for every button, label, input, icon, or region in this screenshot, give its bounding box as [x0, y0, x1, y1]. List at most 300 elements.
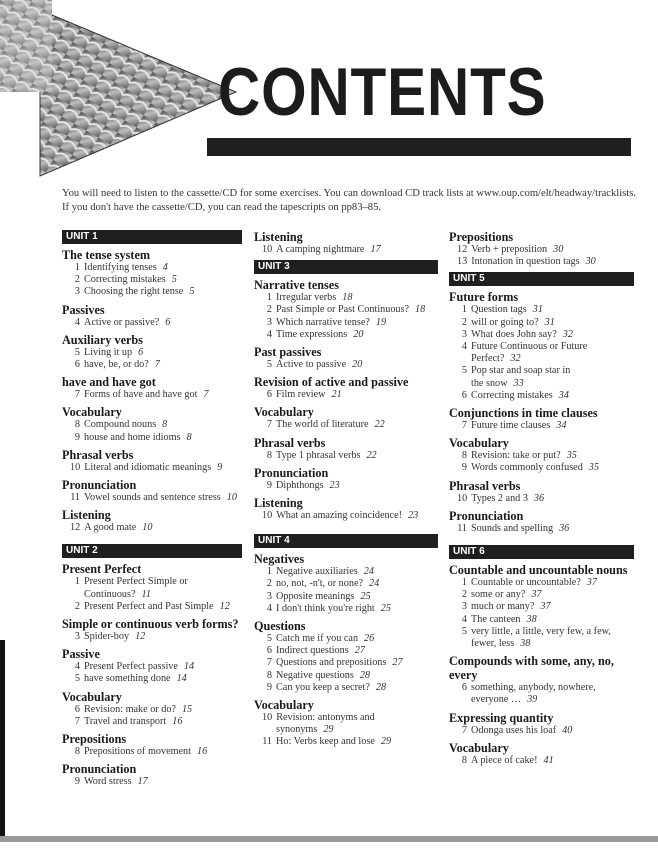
section-title: Prepositions [449, 230, 514, 244]
entry-number: 1 [461, 577, 467, 589]
toc-entry [254, 682, 438, 694]
entry-text: will or going to? [471, 316, 539, 328]
entry-text: A piece of cake! [471, 754, 538, 766]
entry-number: 7 [266, 419, 272, 431]
entry-number: 1 [266, 292, 272, 304]
entry-page-number: 18 [342, 292, 353, 304]
toc-section [254, 436, 438, 462]
toc-section [62, 303, 242, 329]
entry-text-continued: Continuous? 11 [84, 588, 151, 600]
entry-text: Correcting mistakes [84, 274, 166, 286]
toc-entry [449, 523, 634, 535]
entry-page-number: 39 [527, 694, 538, 706]
entry-page-number: 18 [415, 304, 426, 316]
entry-text: Future time clauses [471, 420, 551, 432]
intro-line-1: You will need to listen to the cassette/CD for some exercises. You can download CD track lists at www.oup.com/elt/headway/tracklists. [62, 188, 637, 199]
entry-page-number: 38 [520, 638, 531, 650]
entry-number: 8 [266, 669, 272, 681]
unit-3-block [254, 260, 438, 522]
entry-page-number: 35 [588, 462, 599, 474]
toc-section [62, 508, 242, 534]
unit-2-block [62, 544, 242, 788]
entry-text: A good mate [84, 522, 137, 534]
entry-page-number: 8 [186, 431, 192, 443]
entry-page-number: 25 [380, 602, 391, 614]
toc-entry [62, 317, 242, 329]
entry-page-number: 26 [364, 633, 375, 645]
entry-text: Literal and idiomatic meanings [84, 461, 212, 473]
toc-section [62, 690, 242, 728]
toc-section [62, 647, 242, 685]
entry-page-number: 8 [162, 419, 168, 431]
entry-text: Countable or uncountable? [471, 577, 581, 589]
entry-text: have something done [84, 673, 171, 685]
entry-page-number: 17 [370, 244, 381, 255]
entry-text: Negative questions [276, 669, 354, 681]
toc-entry [449, 390, 634, 402]
entry-page-number: 5 [189, 286, 195, 298]
entry-page-number: 31 [532, 304, 543, 316]
toc-entry [449, 462, 634, 474]
toc-entry [254, 317, 438, 329]
entry-page-number: 40 [562, 724, 573, 736]
toc-entry [254, 633, 438, 645]
entry-page-number: 12 [219, 600, 230, 612]
section-title: Listening [254, 496, 303, 511]
toc-section [62, 248, 242, 299]
entry-number: 2 [266, 304, 272, 316]
entry-text: Past Simple or Past Continuous? [276, 304, 410, 316]
entry-text: something, anybody, nowhere, [471, 682, 596, 694]
column-2 [254, 230, 438, 753]
entry-text: Opposite meanings [276, 590, 355, 602]
entry-page-number: 32 [562, 328, 573, 340]
toc-entry [254, 480, 438, 492]
toc-section [254, 466, 438, 492]
toc-section [254, 698, 438, 749]
toc-entry [254, 419, 438, 431]
entry-number: 5 [461, 625, 467, 637]
entry-number: 9 [266, 681, 272, 693]
entry-text: Living it up [84, 346, 133, 358]
entry-text: Travel and transport [84, 715, 167, 727]
section-title: Vocabulary [62, 405, 122, 420]
entry-page-number: 19 [375, 316, 387, 328]
toc-section [449, 711, 634, 737]
entry-number: 1 [74, 262, 80, 273]
entry-text: Irregular verbs [276, 292, 337, 304]
section-title: Future forms [449, 290, 519, 305]
entry-page-number: 29 [380, 736, 392, 748]
toc-section [254, 375, 438, 401]
entry-text: Present Perfect Simple or [84, 576, 188, 588]
entry-text: The world of literature [276, 419, 369, 431]
entry-number: 3 [461, 328, 467, 340]
entry-text: have, be, or do? [84, 359, 149, 371]
entry-number: 4 [266, 328, 272, 340]
toc-section [62, 333, 242, 371]
entry-number: 13 [457, 256, 468, 268]
left-edge-rule [0, 640, 5, 836]
toc-entry [449, 420, 634, 432]
entry-text: Indirect questions [276, 645, 349, 657]
entry-page-number: 16 [172, 715, 183, 727]
toc-entry [62, 462, 242, 474]
entry-text: Sounds and spelling [471, 522, 554, 534]
entry-text: much or many? [471, 601, 535, 613]
toc-entry [449, 589, 634, 601]
toc-entry [449, 682, 634, 706]
toc-entry [449, 341, 634, 365]
entry-number: 2 [461, 316, 467, 328]
entry-text: Prepositions of movement [84, 746, 191, 758]
entry-page-number: 25 [360, 590, 371, 602]
entry-page-number: 30 [553, 244, 564, 255]
toc-entry [62, 359, 242, 371]
entry-text: Word stress [84, 776, 132, 788]
entry-number: 1 [461, 304, 467, 316]
entry-number: 11 [457, 522, 467, 534]
section-title: Vocabulary [254, 405, 314, 420]
toc-entry [62, 347, 242, 359]
toc-entry [62, 274, 242, 286]
entry-text: Questions and prepositions [276, 657, 387, 669]
toc-section [62, 405, 242, 443]
entry-text: some or any? [471, 589, 526, 601]
entry-number: 9 [461, 462, 467, 474]
entry-text: Choosing the right tense [84, 286, 184, 298]
toc-entry [449, 244, 634, 256]
section-title: Questions [254, 619, 306, 634]
entry-page-number: 37 [540, 601, 551, 613]
intro-line-2: If you don't have the cassette/CD, you can read the tapescripts on pp83–85. [62, 202, 382, 213]
toc-entry [254, 603, 438, 615]
entry-text: Can you keep a secret? [276, 681, 370, 693]
section-title: Auxiliary verbs [62, 332, 143, 347]
entry-number: 10 [262, 712, 273, 724]
section-title: Listening [254, 230, 303, 244]
entry-page-number: 37 [531, 589, 542, 601]
toc-section [254, 619, 438, 694]
entry-page-number: 37 [586, 577, 597, 589]
toc-section [62, 732, 242, 758]
column-3 [449, 230, 634, 771]
section-title: Pronunciation [254, 465, 329, 480]
section-title: Countable and uncountable nouns [449, 563, 628, 578]
toc-entry [62, 522, 242, 534]
entry-page-number: 20 [352, 359, 363, 371]
toc-section [449, 654, 634, 706]
toc-entry [62, 601, 242, 613]
entry-number: 9 [266, 479, 272, 491]
entry-number: 7 [461, 420, 467, 432]
toc-section [254, 278, 438, 341]
entry-number: 11 [262, 736, 272, 748]
toc-entry [449, 755, 634, 767]
entry-page-number: 16 [196, 746, 208, 758]
toc-entry [449, 725, 634, 737]
section-title: Vocabulary [449, 740, 509, 755]
entry-text: Identifying tenses [84, 262, 157, 273]
entry-number: 10 [70, 461, 81, 473]
section-title: Passives [62, 302, 105, 317]
entry-number: 3 [266, 316, 272, 328]
toc-entry [62, 262, 242, 274]
section-title: have and have got [62, 375, 156, 390]
toc-entry [254, 591, 438, 603]
entry-number: 3 [461, 601, 467, 613]
section-title: Pronunciation [62, 762, 137, 777]
entry-text: Vowel sounds and sentence stress [84, 492, 221, 504]
title-underline-bar [207, 138, 631, 156]
entry-number: 1 [74, 576, 80, 588]
entry-number: 7 [74, 715, 80, 727]
section-title: Phrasal verbs [254, 435, 326, 450]
entry-text: house and home idioms [84, 431, 181, 443]
entry-page-number: 4 [162, 262, 168, 273]
entry-text: Which narrative tense? [276, 316, 370, 328]
unit-6-block [449, 545, 634, 767]
entry-number: 7 [74, 389, 80, 401]
unit-label-bar: UNIT 4 [254, 534, 438, 548]
entry-text: Compound nouns [84, 419, 157, 431]
toc-section [254, 345, 438, 371]
toc-entry [254, 670, 438, 682]
unit-label-bar: UNIT 2 [62, 544, 242, 558]
toc-entry [62, 631, 242, 643]
toc-section [62, 448, 242, 474]
entry-number: 2 [266, 578, 272, 590]
toc-entry [254, 510, 438, 522]
entry-number: 4 [74, 661, 80, 673]
toc-entry [254, 566, 438, 578]
entry-text-continued: Perfect? 32 [471, 353, 521, 365]
section-title: Narrative tenses [254, 278, 339, 293]
entry-page-number: 34 [556, 420, 567, 432]
entry-number: 2 [74, 600, 80, 612]
toc-section [254, 496, 438, 522]
toc-entry [62, 673, 242, 685]
entry-page-number: 33 [513, 377, 524, 389]
toc-entry [254, 712, 438, 736]
entry-number: 6 [461, 682, 467, 694]
entry-number: 5 [74, 346, 80, 358]
toc-section [449, 741, 634, 767]
entry-text: Correcting mistakes [471, 389, 553, 401]
entry-page-number: 20 [353, 328, 364, 340]
entry-number: 5 [74, 673, 80, 685]
intro-text [62, 187, 637, 215]
entry-text: Forms of have and have got [84, 389, 198, 401]
entry-number: 6 [266, 645, 272, 657]
unit-label-bar: UNIT 6 [449, 545, 634, 559]
bottom-edge-rule [0, 836, 658, 842]
entry-text: Time expressions [276, 328, 348, 340]
unit-4-block [254, 534, 438, 748]
entry-page-number: 31 [544, 316, 555, 328]
toc-entry [449, 493, 634, 505]
entry-number: 4 [266, 602, 272, 614]
entry-number: 8 [461, 754, 467, 766]
unit-label-bar: UNIT 5 [449, 272, 634, 286]
toc-entry [254, 450, 438, 462]
toc-entry [449, 601, 634, 613]
entry-page-number: 30 [585, 256, 596, 268]
toc-entry [62, 704, 242, 716]
toc-section [449, 479, 634, 505]
entry-number: 3 [266, 590, 272, 602]
entry-page-number: 36 [559, 522, 570, 534]
entry-number: 3 [74, 286, 80, 298]
entry-number: 7 [266, 657, 272, 669]
entry-page-number: 14 [183, 661, 195, 673]
entry-text: What an amazing coincidence! [276, 510, 403, 522]
entry-text: Question tags [471, 304, 527, 316]
entry-page-number: 29 [323, 724, 334, 736]
entry-text-continued: fewer, less 38 [471, 638, 531, 650]
entry-text: Spider-boy [84, 631, 130, 643]
entry-page-number: 6 [138, 346, 144, 358]
section-title: Pronunciation [449, 508, 524, 523]
entry-page-number: 28 [359, 669, 370, 681]
section-title: Past passives [254, 345, 322, 360]
entry-number: 2 [461, 589, 467, 601]
toc-section [62, 762, 242, 788]
entry-text: Present Perfect and Past Simple [84, 600, 214, 612]
toc-entry [254, 736, 438, 748]
entry-number: 9 [74, 431, 80, 443]
entry-page-number: 15 [181, 703, 193, 715]
section-title: Listening [62, 508, 111, 523]
toc-entry [62, 389, 242, 401]
entry-page-number: 41 [543, 754, 554, 766]
entry-text: Verb + preposition [471, 244, 548, 255]
toc-entry [449, 577, 634, 589]
entry-text: Words commonly confused [471, 462, 583, 474]
entry-text: A camping nightmare [276, 244, 365, 255]
page-title: CONTENTS [218, 54, 547, 130]
entry-number: 2 [74, 274, 80, 286]
entry-text: Film review [276, 389, 326, 401]
toc-section [62, 375, 242, 401]
entry-page-number: 23 [329, 479, 340, 491]
entry-number: 3 [74, 631, 80, 643]
entry-page-number: 5 [171, 274, 177, 286]
entry-number: 5 [461, 365, 467, 377]
col3-top-block [449, 230, 634, 268]
toc-entry [449, 317, 634, 329]
toc-section [449, 230, 634, 268]
entry-text: Negative auxiliaries [276, 566, 358, 578]
entry-page-number: 36 [533, 492, 545, 504]
col2-top-block [254, 230, 438, 256]
section-title: Present Perfect [62, 562, 142, 577]
entry-number: 8 [461, 450, 467, 462]
entry-page-number: 23 [408, 510, 419, 522]
toc-entry [254, 657, 438, 669]
toc-entry [62, 776, 242, 788]
entry-page-number: 34 [558, 389, 569, 401]
entry-page-number: 11 [141, 588, 151, 600]
entry-page-number: 17 [137, 776, 148, 788]
toc-entry [62, 432, 242, 444]
entry-text: Revision: antonyms and [276, 712, 375, 724]
entry-page-number: 27 [392, 657, 403, 669]
toc-section [449, 509, 634, 535]
entry-number: 8 [74, 746, 80, 758]
section-title: Expressing quantity [449, 710, 554, 725]
unit-label-bar: UNIT 1 [62, 230, 242, 244]
entry-number: 8 [74, 419, 80, 431]
toc-section [62, 617, 242, 643]
entry-number: 12 [457, 244, 468, 255]
toc-section [62, 478, 242, 504]
section-title: The tense system [62, 248, 151, 262]
entry-text: Odonga uses his loaf [471, 724, 557, 736]
toc-entry [62, 419, 242, 431]
toc-entry [62, 576, 242, 600]
entry-number: 5 [266, 633, 272, 645]
toc-entry [449, 614, 634, 626]
entry-page-number: 12 [135, 631, 146, 643]
section-title: Vocabulary [254, 698, 314, 713]
entry-page-number: 35 [566, 450, 577, 462]
entry-number: 6 [74, 359, 80, 371]
entry-text: very little, a little, very few, a few, [471, 625, 611, 637]
entry-page-number: 32 [510, 353, 521, 365]
entry-page-number: 14 [176, 673, 187, 685]
entry-number: 10 [262, 510, 273, 522]
toc-entry [254, 389, 438, 401]
toc-section [449, 436, 634, 474]
entry-text: Future Continuous or Future [471, 341, 588, 353]
entry-page-number: 38 [526, 613, 537, 625]
entry-text: Revision: make or do? [84, 703, 176, 715]
section-title: Vocabulary [62, 689, 122, 704]
entry-page-number: 21 [331, 389, 342, 401]
unit-label-bar: UNIT 3 [254, 260, 438, 274]
unit-1-block [62, 230, 242, 534]
entry-text: Present Perfect passive [84, 661, 178, 673]
toc-entry [449, 329, 634, 341]
section-title: Phrasal verbs [449, 478, 521, 493]
entry-number: 9 [74, 776, 80, 788]
entry-text: no, not, -n't, or none? [276, 578, 363, 590]
entry-page-number: 27 [354, 645, 365, 657]
section-title: Compounds with some, any, no, every [449, 654, 614, 683]
toc-entry [449, 365, 634, 389]
section-title: Prepositions [62, 732, 127, 747]
entry-text: Type 1 phrasal verbs [276, 449, 361, 461]
entry-page-number: 24 [363, 566, 374, 578]
entry-page-number: 22 [374, 419, 385, 431]
section-title: Conjunctions in time clauses [449, 406, 598, 421]
entry-text: The canteen [471, 613, 521, 625]
entry-number: 8 [266, 449, 272, 461]
toc-entry [62, 492, 242, 504]
entry-page-number: 22 [366, 449, 377, 461]
entry-number: 6 [74, 703, 80, 715]
entry-text: Intonation in question tags [471, 256, 580, 268]
entry-text: I don't think you're right [276, 602, 375, 614]
entry-page-number: 10 [142, 522, 153, 534]
entry-text: Revision: take or put? [471, 450, 561, 462]
toc-entry [254, 329, 438, 341]
entry-number: 4 [461, 341, 467, 353]
entry-number: 12 [70, 522, 81, 534]
entry-number: 1 [266, 566, 272, 578]
toc-section [449, 563, 634, 650]
